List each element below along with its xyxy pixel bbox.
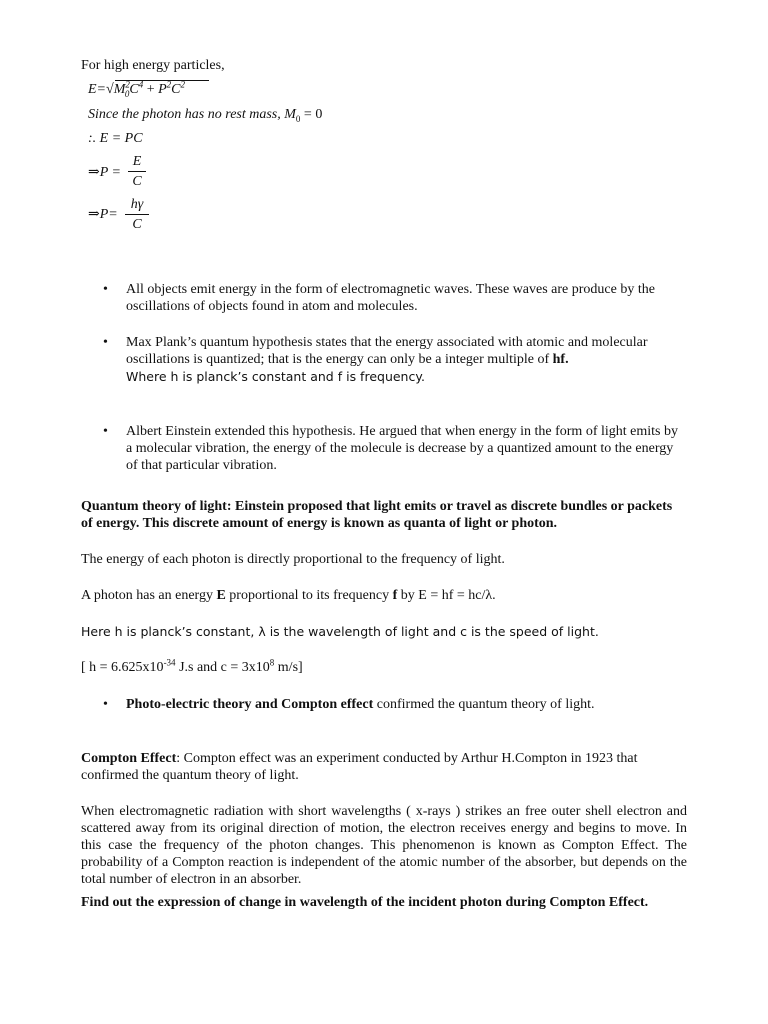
bullet-list-energy xyxy=(81,281,687,474)
list-item: • Photo-electric theory and Compton effect confirmed the quantum theory of light. xyxy=(103,697,595,712)
frac-numerator: hγ xyxy=(130,197,144,212)
photon-frequency-paragraph: A photon has an energy E proportional to its frequency f by E = hf = hc/λ. xyxy=(81,588,496,603)
list-item: • All objects emit energy in the form of electromagnetic waves. These waves are produce by the oscillations of objects found in atom and molecules. xyxy=(103,282,655,314)
intro-text: For high energy particles, xyxy=(81,58,225,73)
frac-denominator: C xyxy=(132,174,142,189)
bullet-icon: • xyxy=(103,424,108,439)
constants-description: Here h is planck’s constant, λ is the wavelength of light and c is the speed of light. xyxy=(81,624,599,639)
bullet-icon: • xyxy=(103,282,108,297)
bullet-list-theory xyxy=(81,696,687,713)
energy-equation: $E=√M^2_0C^4 + P^2C^2$ xyxy=(88,79,186,99)
frac-numerator: E xyxy=(132,154,142,169)
list-item: • Max Plank’s quantum hypothesis states that the energy associated with atomic and molecular oscillations is quantized; that is the energy can only be a integer multiple of hf. Where h is planck’s constant and f is frequency. xyxy=(103,335,648,384)
final-heading: Find out the expression of change in wavelength of the incident photon during Compton Effect. xyxy=(81,895,649,910)
frac-denominator: C xyxy=(132,217,142,232)
fraction-hgamma-over-c xyxy=(125,196,149,233)
rest-mass-note: Since the photon has no rest mass, $M_0 = 0$ xyxy=(88,107,323,124)
quantum-theory-heading: Quantum theory of light: Einstein proposed that light emits or travel as discrete bundles or packets of energy. This discrete amount of energy is known as quanta of light or photon. xyxy=(81,499,673,531)
fraction-e-over-c xyxy=(128,153,146,190)
eq1-lhs: E= xyxy=(88,82,106,97)
eq-e-pc: :. E = PC xyxy=(88,131,143,146)
eq-p-hgamma-c-lhs: ⇒P= xyxy=(88,207,118,222)
sqrt-bar xyxy=(115,80,209,81)
compton-definition: Compton Effect: Compton effect was an experiment conducted by Arthur H.Compton in 1923 that confirmed the quantum theory of light. xyxy=(81,751,638,783)
list-item: • Albert Einstein extended this hypothesis. He argued that when energy in the form of light emits by a molecular vibration, the energy of the molecule is decrease by a quantized amount to the energy of that particular vibration. xyxy=(103,424,678,473)
sqrt-icon: √ xyxy=(106,82,114,97)
photon-energy-paragraph: The energy of each photon is directly proportional to the frequency of light. xyxy=(81,552,505,567)
bullet-icon: • xyxy=(103,697,108,712)
compton-description: When electromagnetic radiation with short wavelengths ( x-rays ) strikes an free outer shell electron and scattered away from its original direction of motion, the electron receives energy and begins to move. In this case the frequency of the photon changes. This phenomenon is known as Compton Effect. The probability of a Compton reaction is independent of the atomic number of the absorber, but depends on the total number of electron in an absorber. xyxy=(81,804,687,887)
eq-p-e-c-lhs: ⇒P = xyxy=(88,165,121,180)
constants-values: [ $h = 6.625x10^{-34}$ J.s and $c = 3x10^8$ m/s] xyxy=(81,657,303,675)
bullet-icon: • xyxy=(103,335,108,350)
